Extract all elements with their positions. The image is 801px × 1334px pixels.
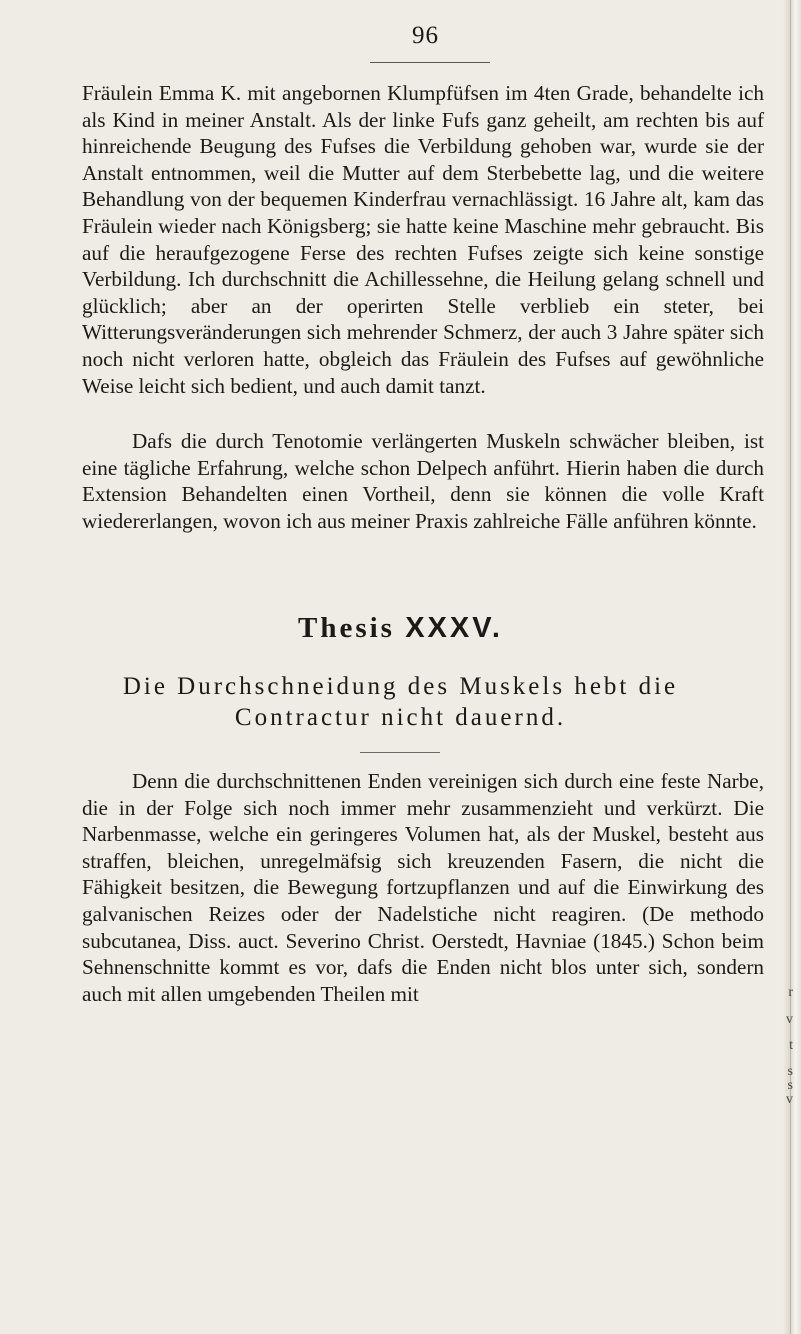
margin-glyph: v	[786, 1092, 793, 1107]
thesis-heading	[0, 612, 801, 645]
page-edge-line	[787, 0, 793, 1334]
paragraph-tenotomy: Dafs die durch Tenotomie verlängerten Muskeln schwächer bleiben, ist eine tägliche Erfahrung, welche schon Delpech anführt. Hierin haben die durch Extension Behandelten einen Vortheil, denn sie können die volle Kraft wiedererlangen, wovon ich aus meiner Praxis zahlreiche Fälle anführen könnte.	[82, 429, 764, 533]
paragraph-scar-tissue: Denn die durchschnittenen Enden vereinigen sich durch eine feste Narbe, die in der Folge sich noch immer mehr zusammenzieht und verkürzt. Die Narbenmasse, welche ein geringeres Volumen hat, als der Muskel, besteht aus straffen, bleichen, unregelmäfsig sich kreuzenden Fasern, die nicht die Fähigkeit besitzen, die Bewegung fortzupflanzen und auf die Einwirkung des galvanischen Reizes oder der Nadelstiche nicht reagiren. (De methodo subcutanea, Diss. auct. Severino Christ. Oerstedt, Havniae (1845.) Schon beim Sehnenschnitte kommt es vor, dafs die Enden nicht blos unter sich, sondern auch mit allen umgebenden Theilen mit	[82, 769, 764, 1006]
thesis-subtitle-line-1: Die Durchschneidung des Muskels hebt die	[122, 673, 679, 700]
margin-glyph: s	[787, 1064, 793, 1079]
paragraph-case-report: Fräulein Emma K. mit angebornen Klumpfüfsen im 4ten Grade, behandelte ich als Kind in meiner Anstalt. Als der linke Fufs ganz geheilt, am rechten bis auf hinreichende Beugung des Fufses die Verbildung gehoben war, wurde sie der Anstalt entnommen, weil die Mutter auf dem Sterbebette lag, und die weitere Behandlung von der bequemen Kinderfrau vernachlässigt. 16 Jahre alt, kam das Fräulein wieder nach Königsberg; sie hatte keine Maschine mehr gebraucht. Bis auf die heraufgezogene Ferse des rechten Fufses zeigte sich keine sonstige Verbildung. Ich durchschnitt die Achillessehne, die Heilung gelang schnell und glücklich; aber an der operirten Stelle verblieb ein steter, bei Witterungsveränderungen sich mehrender Schmerz, der auch 3 Jahre später sich noch nicht verloren hatte, obgleich das Fräulein des Fufses auf gewöhnliche Weise leicht sich bedient, und auch damit tanzt.	[82, 81, 764, 398]
header-rule	[370, 62, 490, 63]
thesis-subtitle-line-2: Contractur nicht dauernd.	[234, 704, 567, 731]
page-number: 96	[412, 22, 439, 49]
margin-glyph: r	[788, 985, 793, 1000]
margin-glyph: v	[786, 1012, 793, 1027]
margin-glyph: t	[789, 1038, 793, 1053]
margin-glyph: s	[787, 1078, 793, 1093]
thesis-word: Thesis	[297, 612, 395, 644]
page-edge	[783, 0, 801, 1334]
section-rule	[360, 752, 440, 753]
thesis-number: XXXV.	[405, 612, 503, 644]
